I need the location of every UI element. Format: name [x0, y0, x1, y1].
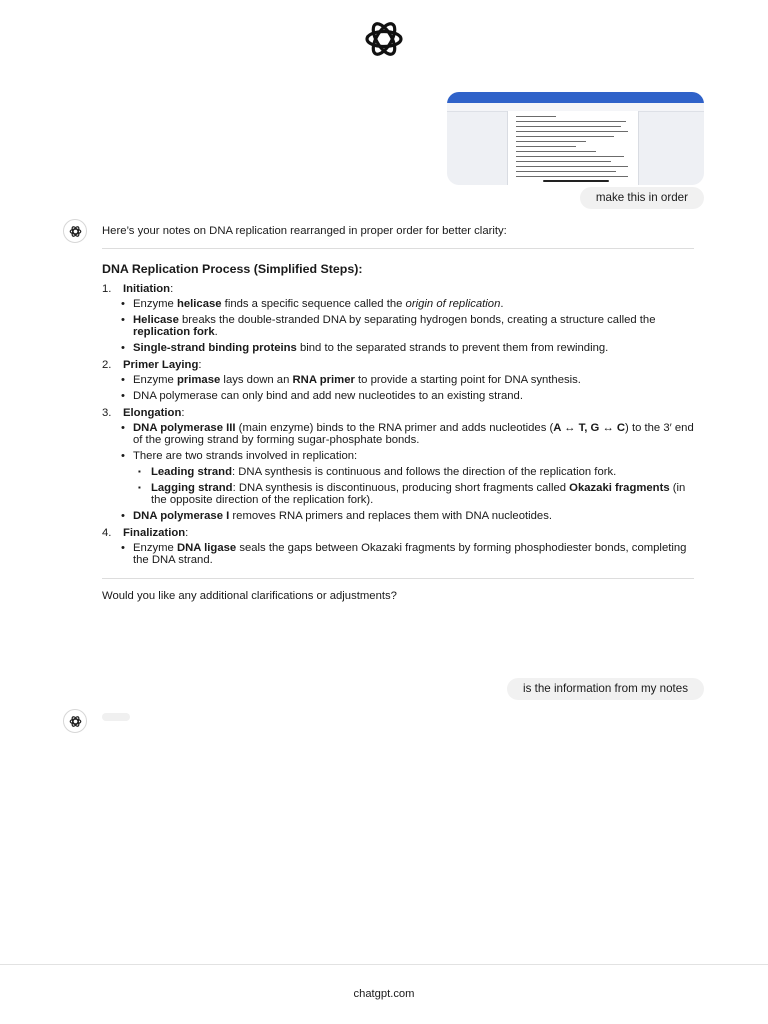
step-number: 2.: [102, 359, 112, 371]
bold-text: DNA polymerase III: [133, 422, 236, 434]
footer-domain: chatgpt.com: [353, 988, 415, 1000]
step-number: 1.: [102, 283, 112, 295]
bold-text: Leading strand: [151, 466, 232, 478]
sub-bullet-list: [133, 466, 694, 506]
bold-text: DNA polymerase I: [133, 510, 230, 522]
sub-bullet-item: [138, 482, 694, 506]
step-item: [102, 526, 694, 566]
bullet-item: [121, 542, 694, 566]
bullet-item: [121, 298, 694, 310]
bullet-list: [102, 422, 694, 522]
openai-avatar-icon: [63, 709, 87, 733]
assistant-response: [102, 222, 694, 603]
text-run: finds a specific sequence called the: [221, 298, 406, 310]
text-run: ) to the 3′ end of the growing strand by forming sugar-phosphate bonds.: [133, 422, 694, 446]
step-title: 3. Elongation:: [102, 407, 185, 419]
italic-text: origin of replication: [405, 298, 501, 310]
bold-text: primase: [176, 374, 221, 386]
openai-logo-icon: [358, 20, 410, 58]
bold-text: Single-strand binding proteins: [133, 342, 297, 354]
text-run: Enzyme: [133, 542, 177, 554]
openai-avatar-icon: [63, 219, 87, 243]
thumb-app-bar: [447, 92, 704, 103]
response-heading: DNA Replication Process (Simplified Steps):: [102, 262, 363, 276]
user-message: make this in order: [580, 187, 704, 209]
bullet-item: [121, 450, 694, 506]
step-item: [102, 282, 694, 354]
bullet-item: [121, 390, 694, 402]
step-item: [102, 358, 694, 402]
text-run: lays down an: [220, 374, 293, 386]
response-intro: Here’s your notes on DNA replication rearranged in proper order for better clarity:: [102, 225, 507, 237]
text-run: Enzyme: [133, 298, 177, 310]
text-run: (main enzyme) binds to the RNA primer and adds nucleotides (: [235, 422, 554, 434]
home-indicator: [543, 180, 609, 182]
step-number: 3.: [102, 407, 112, 419]
bullet-list: [102, 542, 694, 566]
text-run: (in the opposite direction of the replication fork).: [151, 482, 686, 506]
text-run: Enzyme: [133, 374, 177, 386]
bullet-item: [121, 374, 694, 386]
bullet-list: [102, 374, 694, 402]
user-message: is the information from my notes: [507, 678, 704, 700]
bold-text: DNA ligase: [176, 542, 237, 554]
bullet-item: [121, 314, 694, 338]
text-run: .: [214, 326, 218, 338]
bullet-item: [121, 510, 694, 522]
text-run: removes RNA primers and replaces them with DNA nucleotides.: [229, 510, 553, 522]
pending-response-placeholder: [102, 713, 130, 721]
text-run: to provide a starting point for DNA synthesis.: [354, 374, 581, 386]
step-title: 1. Initiation:: [102, 283, 174, 295]
bullet-list: [102, 298, 694, 354]
bold-text: helicase: [176, 298, 222, 310]
step-number: 4.: [102, 527, 112, 539]
step-title: 2. Primer Laying:: [102, 359, 202, 371]
bold-text: Lagging strand: [151, 482, 233, 494]
bold-text: Okazaki fragments: [569, 482, 670, 494]
text-run: seals the gaps between Okazaki fragments by forming phosphodiester bonds, completing the DNA strand.: [133, 542, 687, 566]
sub-bullet-item: [138, 466, 694, 478]
step-title-text: Finalization: [123, 527, 186, 539]
text-run: .: [500, 298, 504, 310]
bold-text: RNA primer: [292, 374, 355, 386]
step-item: [102, 406, 694, 522]
divider: [102, 578, 694, 579]
bold-text: Helicase: [133, 314, 179, 326]
text-run: : DNA synthesis is discontinuous, producing short fragments called: [232, 482, 570, 494]
bold-text: A ↔ T, G ↔ C: [553, 422, 626, 434]
bullet-item: [121, 342, 694, 354]
text-run: DNA polymerase can only bind and add new nucleotides to an existing strand.: [133, 390, 523, 402]
step-title-text: Primer Laying: [123, 359, 199, 371]
thumb-notes-page: [507, 111, 639, 185]
uploaded-notes-screenshot[interactable]: [447, 92, 704, 185]
footer-divider: [0, 964, 768, 965]
step-title-text: Initiation: [123, 283, 171, 295]
steps-list: [102, 282, 694, 566]
step-title-text: Elongation: [123, 407, 182, 419]
bullet-item: [121, 422, 694, 446]
step-title: 4. Finalization:: [102, 527, 189, 539]
text-run: There are two strands involved in replication:: [133, 450, 358, 462]
text-run: breaks the double-stranded DNA by separating hydrogen bonds, creating a structure called the: [178, 314, 656, 326]
text-run: : DNA synthesis is continuous and follows the direction of the replication fork.: [231, 466, 617, 478]
follow-up-question: Would you like any additional clarifications or adjustments?: [102, 590, 397, 602]
bold-text: replication fork: [133, 326, 215, 338]
divider: [102, 248, 694, 249]
text-run: bind to the separated strands to prevent them from rewinding.: [296, 342, 609, 354]
